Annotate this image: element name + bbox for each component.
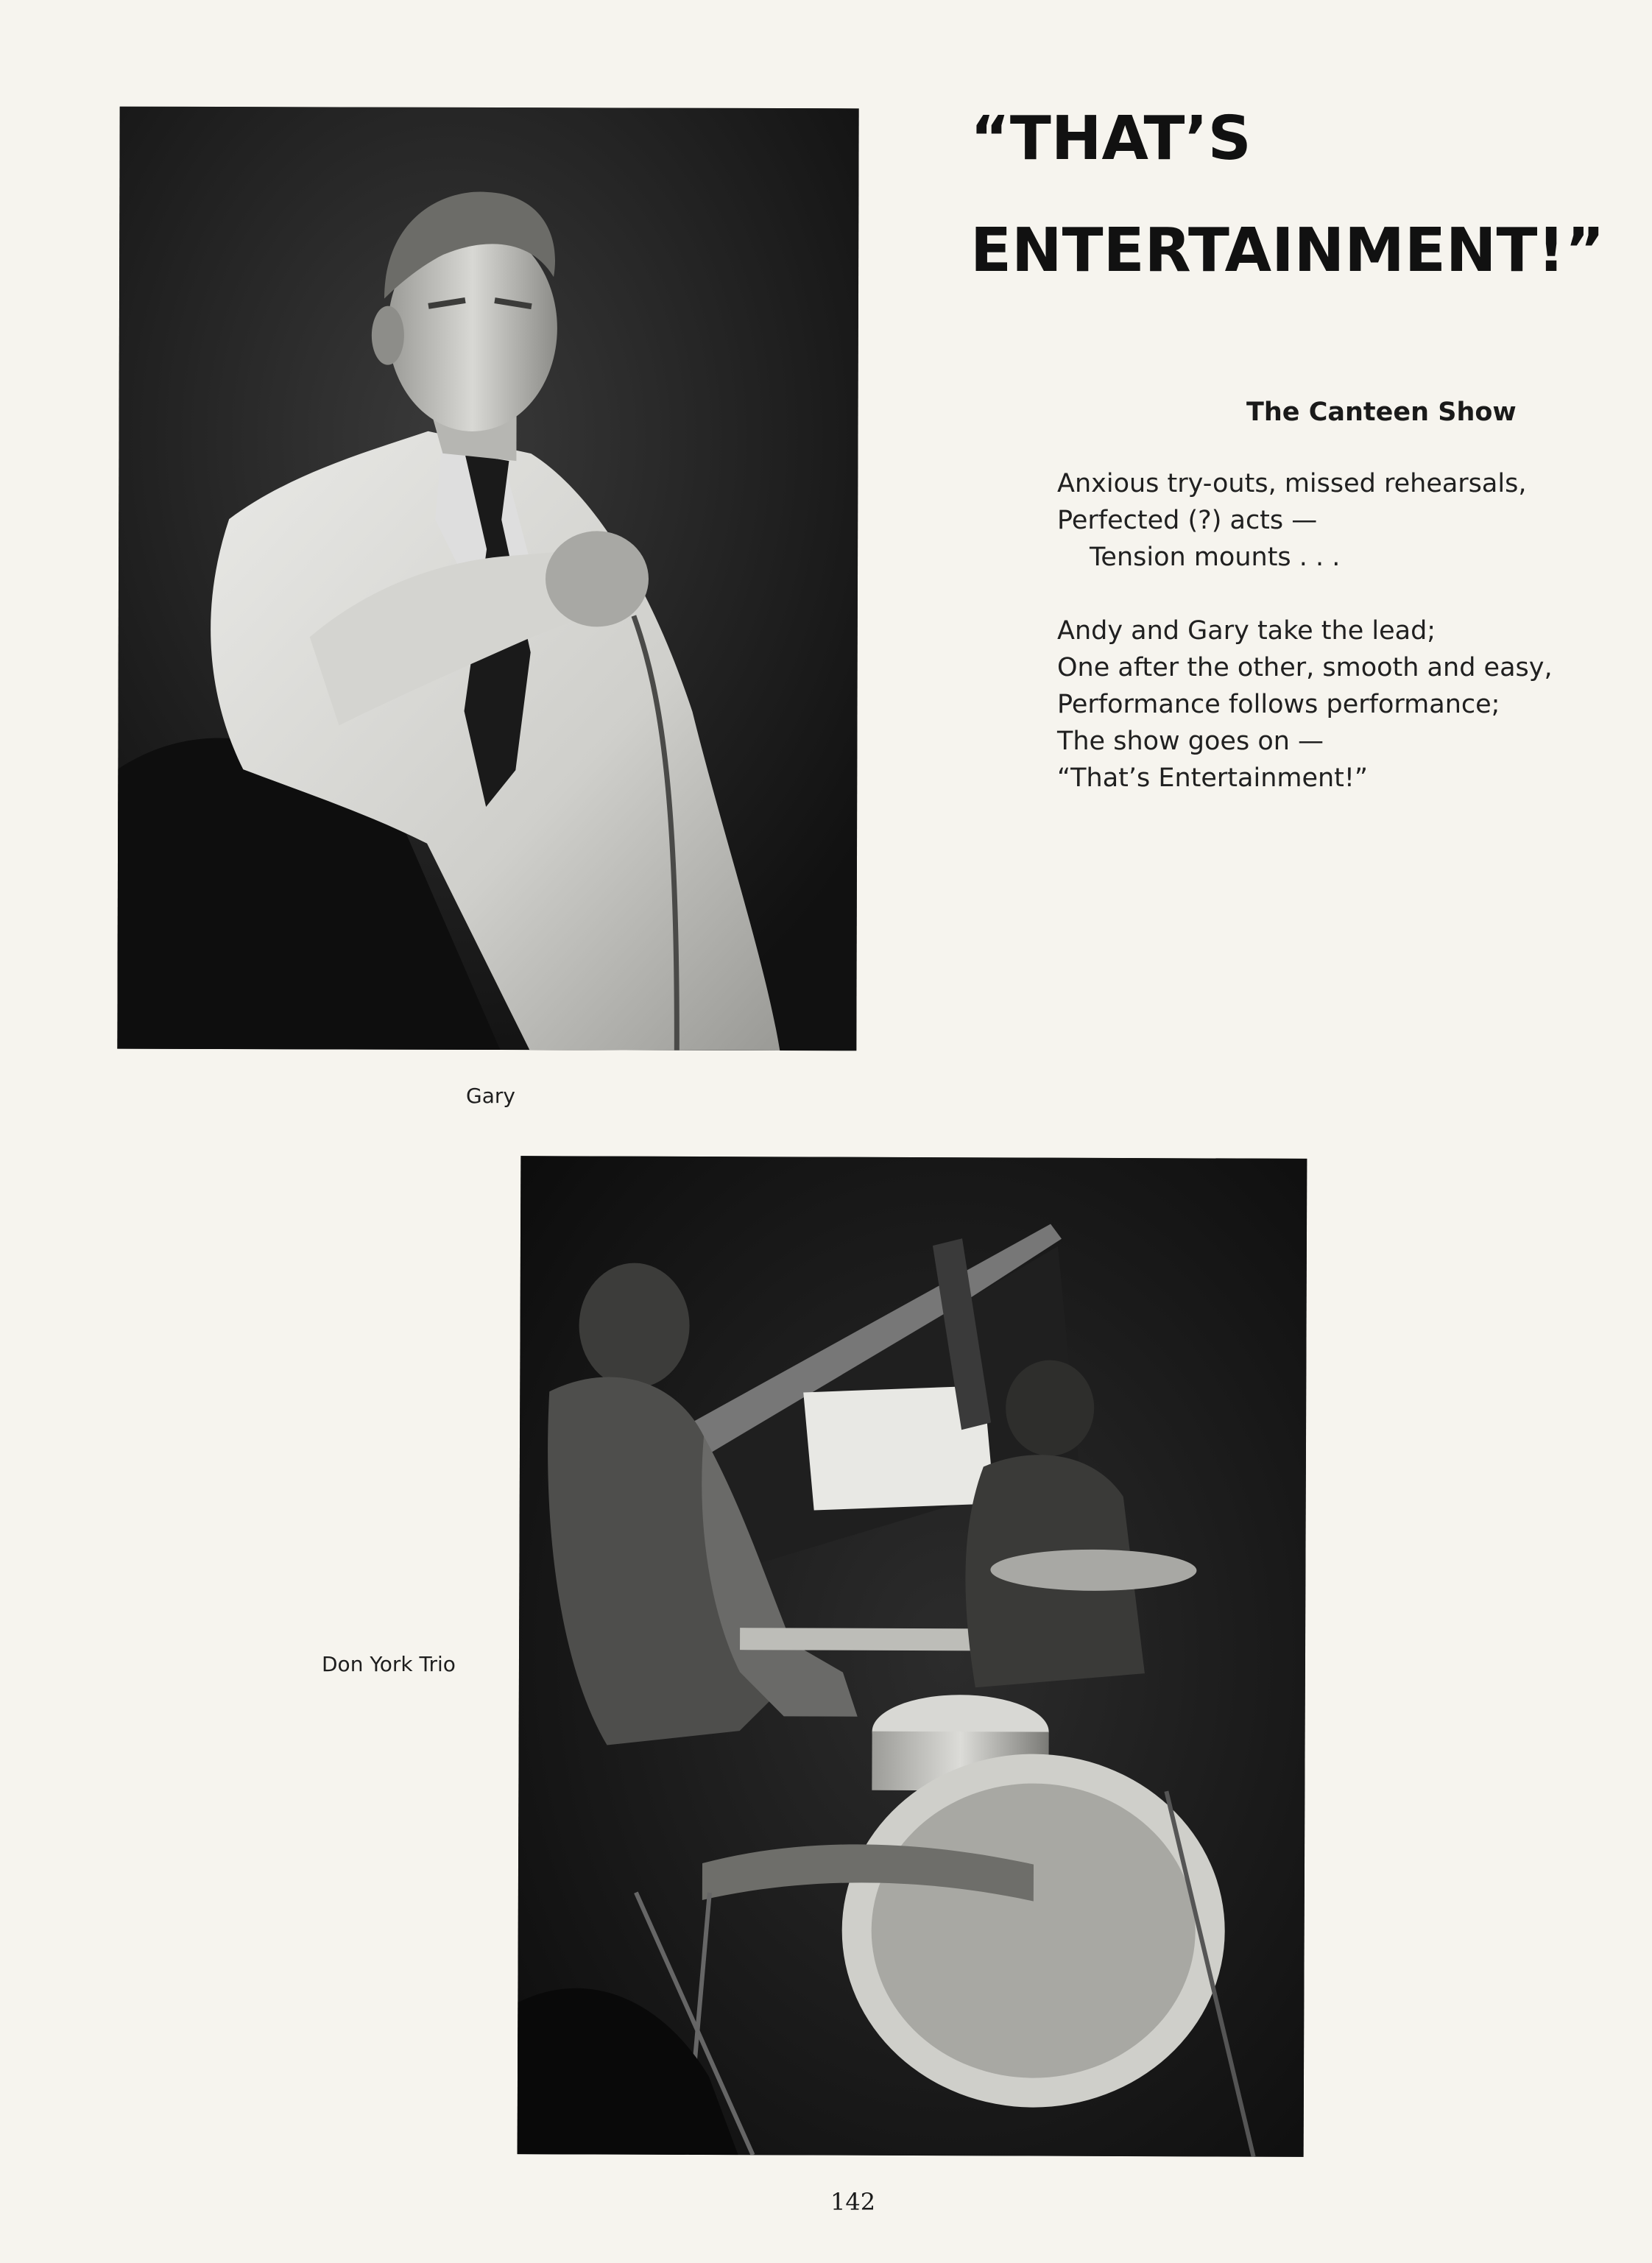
singer-photo-illustration xyxy=(117,107,858,1051)
page-number: 142 xyxy=(830,2188,876,2216)
poem-line: One after the other, smooth and easy, xyxy=(1057,653,1553,682)
photo-don-york-trio xyxy=(518,1156,1307,2157)
photo-gary-singer xyxy=(117,107,858,1051)
poem-line: Performance follows performance; xyxy=(1057,690,1500,719)
caption-gary: Gary xyxy=(466,1084,515,1108)
headline-line-2: ENTERTAINMENT!” xyxy=(970,216,1605,286)
poem-line: Tension mounts . . . xyxy=(1090,543,1341,572)
poem-stanza-1 xyxy=(1057,465,1526,576)
caption-don-york-trio: Don York Trio xyxy=(322,1652,456,1676)
poem-line: The show goes on — xyxy=(1057,727,1324,756)
poem-stanza-2 xyxy=(1057,612,1553,797)
poem-line: Perfected (?) acts — xyxy=(1057,506,1318,535)
poem-line: Andy and Gary take the lead; xyxy=(1057,616,1436,646)
trio-photo-illustration xyxy=(518,1156,1307,2157)
poem-line: Anxious try-outs, missed rehearsals, xyxy=(1057,469,1527,498)
headline-line-1: “THAT’S xyxy=(970,104,1252,174)
poem-line: “That’s Entertainment!” xyxy=(1057,763,1369,793)
section-subheading: The Canteen Show xyxy=(1246,398,1517,427)
